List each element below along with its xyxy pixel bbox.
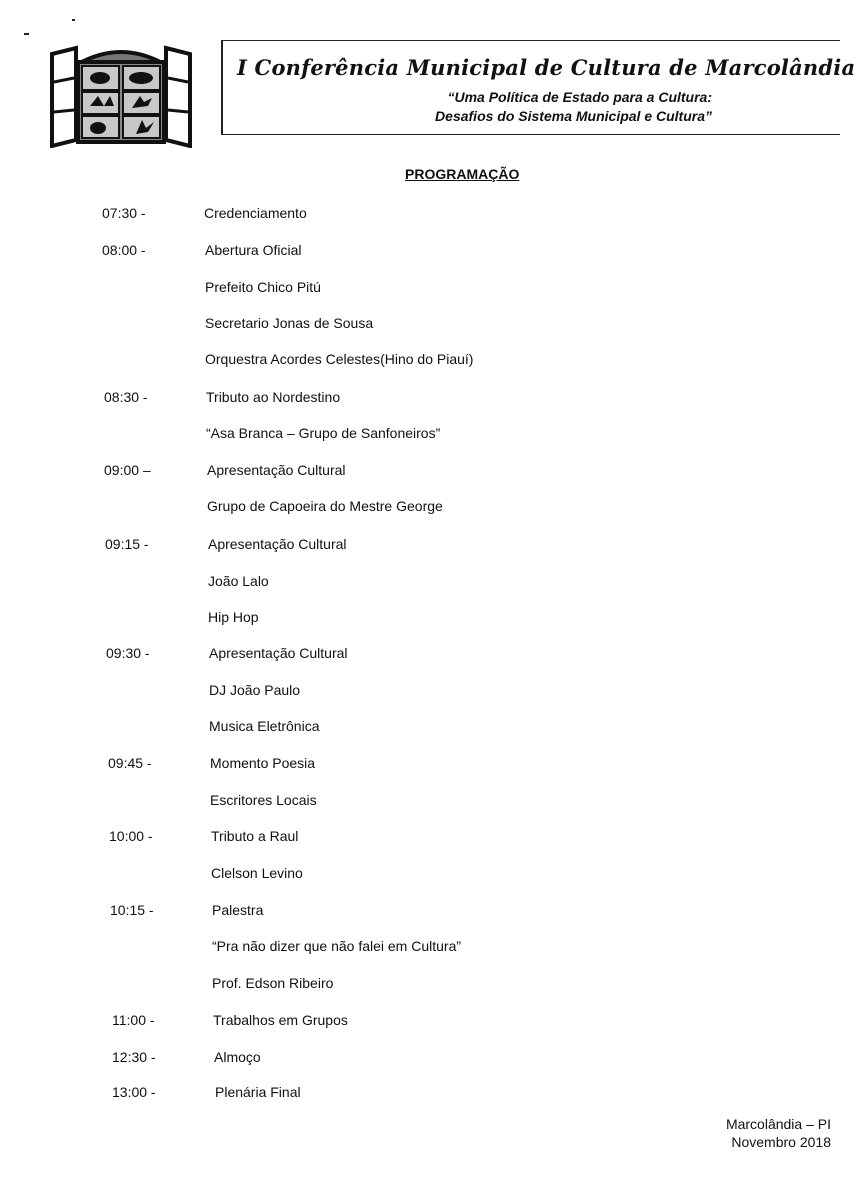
- footer-place: Marcolândia – PI: [725, 1116, 831, 1132]
- schedule-item: João Lalo: [208, 573, 269, 589]
- schedule-item: Prof. Edson Ribeiro: [212, 975, 334, 991]
- schedule-time: 12:30 -: [112, 1049, 156, 1065]
- schedule-time: 10:00 -: [109, 828, 153, 844]
- schedule-item: Palestra: [212, 902, 264, 918]
- schedule-time: 08:30 -: [104, 389, 148, 405]
- schedule-time: 09:00 –: [104, 462, 151, 478]
- schedule-item: Secretario Jonas de Sousa: [205, 315, 374, 331]
- schedule-item: Abertura Oficial: [205, 242, 302, 258]
- schedule-item: Clelson Levino: [211, 865, 303, 881]
- schedule-item: Escritores Locais: [210, 792, 317, 808]
- schedule-time: 13:00 -: [112, 1084, 156, 1100]
- schedule-item: Apresentação Cultural: [207, 462, 346, 478]
- schedule-item: Orquestra Acordes Celestes(Hino do Piauí): [205, 351, 474, 367]
- schedule-time: 08:00 -: [102, 242, 146, 258]
- programme-heading: PROGRAMAÇÃO: [405, 166, 520, 182]
- schedule-time: 10:15 -: [110, 902, 154, 918]
- schedule-item: Grupo de Capoeira do Mestre George: [207, 498, 443, 514]
- subtitle-line-1: “Uma Política de Estado para a Cultura:: [447, 89, 712, 105]
- schedule-time: 09:45 -: [108, 755, 152, 771]
- schedule-item: Plenária Final: [215, 1084, 301, 1100]
- schedule-item: Hip Hop: [208, 609, 259, 625]
- schedule-item: Musica Eletrônica: [209, 718, 320, 734]
- subtitle-line-2: Desafios do Sistema Municipal e Cultura”: [435, 108, 712, 124]
- schedule-item: “Pra não dizer que não falei em Cultura”: [212, 938, 462, 954]
- schedule-time: 11:00 -: [112, 1012, 155, 1028]
- schedule-item: Apresentação Cultural: [208, 536, 347, 552]
- schedule-item: Almoço: [214, 1049, 261, 1065]
- schedule-item: DJ João Paulo: [209, 682, 301, 698]
- schedule-item: Tributo a Raul: [211, 828, 299, 844]
- schedule-item: Trabalhos em Grupos: [213, 1012, 348, 1028]
- schedule-time: 09:30 -: [106, 645, 150, 661]
- schedule-time: 07:30 -: [102, 205, 146, 221]
- schedule-item: Credenciamento: [204, 205, 307, 221]
- footer-date: Novembro 2018: [731, 1134, 831, 1150]
- schedule-item: Momento Poesia: [210, 755, 316, 771]
- schedule-item: Prefeito Chico Pitú: [205, 279, 321, 295]
- schedule-item: “Asa Branca – Grupo de Sanfoneiros”: [206, 425, 441, 441]
- conference-title: I Conferência Municipal de Cultura de Marcolândia: [237, 55, 856, 80]
- schedule-time: 09:15 -: [105, 536, 149, 552]
- schedule-item: Apresentação Cultural: [209, 645, 348, 661]
- schedule-item: Tributo ao Nordestino: [206, 389, 341, 405]
- footer: [726, 1115, 831, 1151]
